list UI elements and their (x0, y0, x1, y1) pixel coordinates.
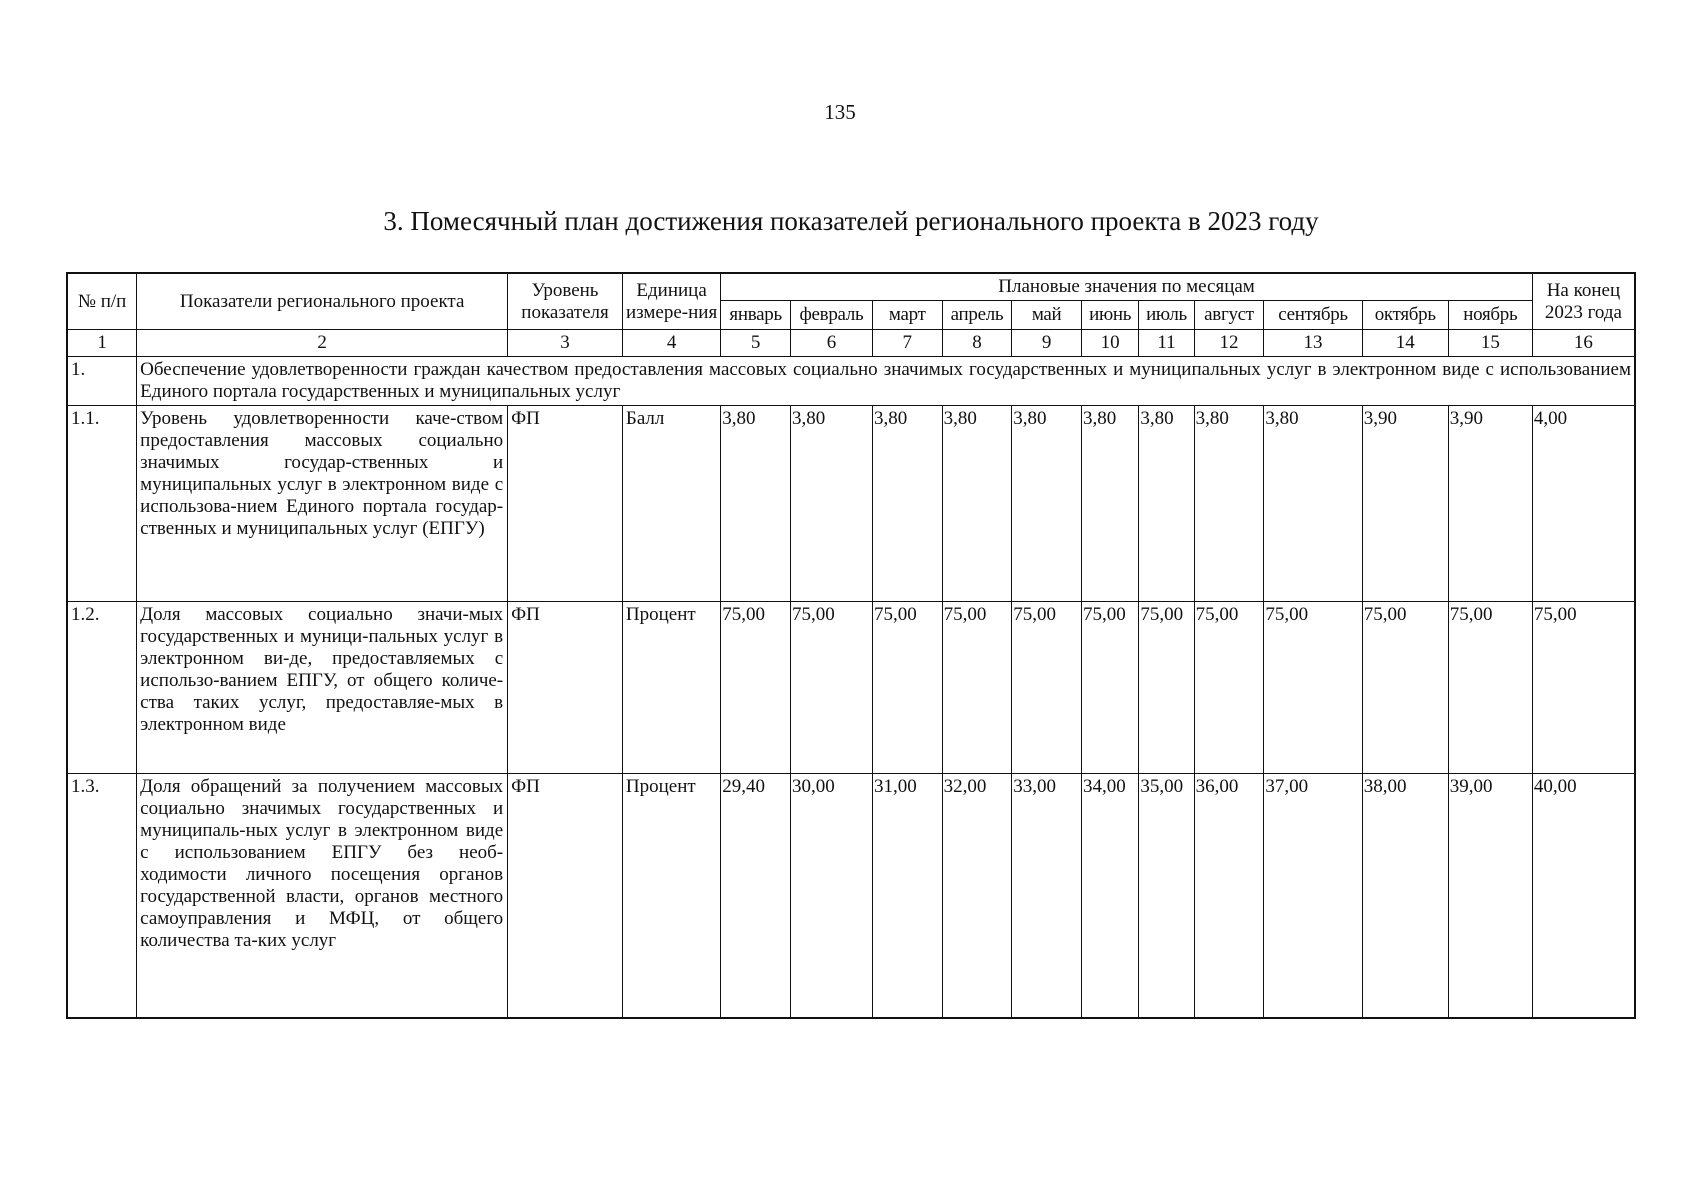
month-value: 75,00 (1264, 602, 1362, 774)
header-month: апрель (942, 301, 1012, 330)
column-number: 14 (1362, 330, 1448, 357)
month-value: 3,80 (942, 406, 1012, 602)
month-value: 75,00 (1081, 602, 1138, 774)
end-value: 40,00 (1532, 774, 1635, 1018)
month-value: 3,80 (1264, 406, 1362, 602)
column-number: 7 (872, 330, 942, 357)
column-number: 12 (1194, 330, 1264, 357)
column-number: 6 (790, 330, 872, 357)
column-number: 2 (137, 330, 508, 357)
section-text: Обеспечение удовлетворенности граждан качеством предоставления массовых социально значимых государственных и муниципальных услуг в электронном виде с использованием Единого портала государственных и муниципальных услуг (137, 357, 1635, 406)
month-value: 38,00 (1362, 774, 1448, 1018)
indicators-table (66, 272, 1636, 1019)
indicator-name: Доля обращений за получением массовых социально значимых государственных и муниципаль-ных услуг в электронном виде с использованием ЕПГУ без необ-ходимости личного посещения органов государственной власти, органов местного самоуправления и МФЦ, от общего количества та-ких услуг (137, 774, 508, 1018)
table-row (67, 406, 1635, 602)
month-value: 36,00 (1194, 774, 1264, 1018)
month-value: 3,80 (790, 406, 872, 602)
indicator-level: ФП (508, 774, 623, 1018)
month-value: 3,80 (721, 406, 791, 602)
row-number: 1.3. (67, 774, 137, 1018)
month-value: 37,00 (1264, 774, 1362, 1018)
month-value: 75,00 (721, 602, 791, 774)
indicator-unit: Балл (622, 406, 720, 602)
column-number: 1 (67, 330, 137, 357)
table-row (67, 774, 1635, 1018)
month-value: 33,00 (1012, 774, 1082, 1018)
header-unit: Единица измере-ния (622, 273, 720, 330)
column-number: 10 (1081, 330, 1138, 357)
month-value: 75,00 (1194, 602, 1264, 774)
month-value: 75,00 (1448, 602, 1532, 774)
header-month: январь (721, 301, 791, 330)
month-value: 3,80 (872, 406, 942, 602)
table-row (67, 602, 1635, 774)
column-number: 4 (622, 330, 720, 357)
header-month: март (872, 301, 942, 330)
document-title: 3. Помесячный план достижения показателей регионального проекта в 2023 году (383, 206, 1319, 236)
indicator-level: ФП (508, 602, 623, 774)
column-number: 9 (1012, 330, 1082, 357)
month-value: 39,00 (1448, 774, 1532, 1018)
header-name: Показатели регионального проекта (137, 273, 508, 330)
header-month: февраль (790, 301, 872, 330)
header-num: № п/п (67, 273, 137, 330)
header-month: ноябрь (1448, 301, 1532, 330)
end-value: 75,00 (1532, 602, 1635, 774)
section-row (67, 357, 1635, 406)
column-number: 3 (508, 330, 623, 357)
month-value: 34,00 (1081, 774, 1138, 1018)
header-planned: Плановые значения по месяцам (721, 273, 1533, 301)
header-month: май (1012, 301, 1082, 330)
header-month: октябрь (1362, 301, 1448, 330)
month-value: 75,00 (790, 602, 872, 774)
column-number: 15 (1448, 330, 1532, 357)
month-value: 30,00 (790, 774, 872, 1018)
column-number: 8 (942, 330, 1012, 357)
header-month: сентябрь (1264, 301, 1362, 330)
month-value: 75,00 (942, 602, 1012, 774)
section-number: 1. (67, 357, 137, 406)
header-month: июль (1139, 301, 1194, 330)
column-numbers-row (67, 330, 1635, 357)
page-number: 135 (824, 100, 856, 124)
month-value: 3,90 (1362, 406, 1448, 602)
column-number: 16 (1532, 330, 1635, 357)
month-value: 75,00 (1362, 602, 1448, 774)
indicator-name: Уровень удовлетворенности каче-ством предоставления массовых социально значимых государ-ственных и муниципальных услуг в электронном виде с использова-нием Единого портала государ-ственных и муниципальных услуг (ЕПГУ) (137, 406, 508, 602)
month-value: 75,00 (872, 602, 942, 774)
month-value: 35,00 (1139, 774, 1194, 1018)
header-end: На конец 2023 года (1532, 273, 1635, 330)
month-value: 3,80 (1139, 406, 1194, 602)
month-value: 3,80 (1012, 406, 1082, 602)
month-value: 31,00 (872, 774, 942, 1018)
month-value: 3,80 (1194, 406, 1264, 602)
indicator-unit: Процент (622, 602, 720, 774)
column-number: 11 (1139, 330, 1194, 357)
row-number: 1.2. (67, 602, 137, 774)
month-value: 29,40 (721, 774, 791, 1018)
row-number: 1.1. (67, 406, 137, 602)
month-value: 75,00 (1012, 602, 1082, 774)
month-value: 3,80 (1081, 406, 1138, 602)
month-value: 3,90 (1448, 406, 1532, 602)
month-value: 32,00 (942, 774, 1012, 1018)
header-level: Уровень показателя (508, 273, 623, 330)
indicator-unit: Процент (622, 774, 720, 1018)
indicator-name: Доля массовых социально значи-мых государственных и муници-пальных услуг в электронном ви-де, предоставляемых с использо-ванием ЕПГУ, от общего количе-ства таких услуг, предоставляе-мых в электронном виде (137, 602, 508, 774)
indicator-level: ФП (508, 406, 623, 602)
header-month: июнь (1081, 301, 1138, 330)
column-number: 5 (721, 330, 791, 357)
header-month: август (1194, 301, 1264, 330)
month-value: 75,00 (1139, 602, 1194, 774)
header-row-top (67, 273, 1635, 301)
end-value: 4,00 (1532, 406, 1635, 602)
column-number: 13 (1264, 330, 1362, 357)
